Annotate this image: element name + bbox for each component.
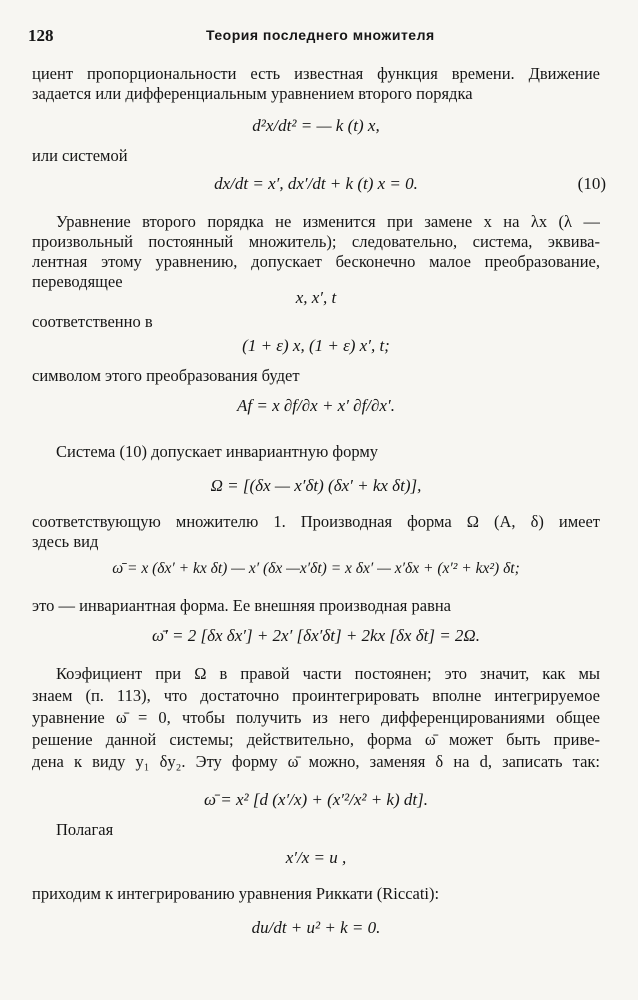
text-line: соответственно в: [32, 312, 153, 331]
equation: Af = x ∂f/∂x + x′ ∂f/∂x′.: [237, 396, 395, 415]
equation: dx/dt = x′, dx′/dt + k (t) x = 0.: [214, 174, 418, 193]
text-line: дена к виду y₁ δy₂. Эту форму ω̄ можно, заменяя δ на d, записать так:: [32, 752, 600, 771]
text-line: Коэфициент при Ω в правой части постоянен; это значит, как мы: [56, 664, 600, 683]
text-line: или системой: [32, 146, 128, 165]
page-number: 128: [28, 26, 54, 45]
equation: Ω = [(δx — x′δt) (δx′ + kx δt)],: [210, 476, 422, 495]
running-title: Теория последнего множителя: [206, 27, 435, 43]
equation: ω̄ = x (δx′ + kx δt) — x′ (δx —x′δt) = x δx′ — x′δx + (x′² + kx²) δt;: [112, 560, 520, 577]
page-header: [28, 22, 610, 48]
equation: (1 + ε) x, (1 + ε) x′, t;: [242, 336, 390, 355]
text-line: Система (10) допускает инвариантную форму: [56, 442, 379, 461]
equation-number: (10): [577, 174, 606, 193]
text-line: символом этого преобразования будет: [32, 366, 300, 385]
equation: x, x′, t: [295, 288, 337, 307]
equation: du/dt + u² + k = 0.: [251, 918, 381, 937]
text-line: лентная этому уравнению, допускает бесконечно малое преобразование,: [32, 252, 600, 271]
equation: ω̄ = x² [d (x′/x) + (x′²/x² + k) dt].: [204, 790, 428, 809]
text-line: переводящее: [32, 272, 123, 291]
text-line: произвольный постоянный множитель); следовательно, система, эквива-: [32, 232, 600, 251]
equation: ω̄′ = 2 [δx δx′] + 2x′ [δx′δt] + 2kx [δx δt] = 2Ω.: [152, 626, 480, 645]
text-line: решение данной системы; действительно, форма ω̄ может быть приве-: [32, 730, 600, 749]
text-line: Уравнение второго порядка не изменится при замене x на λx (λ —: [56, 212, 600, 231]
text-line: приходим к интегрированию уравнения Риккати (Riccati):: [32, 884, 440, 903]
text-line: уравнение ω̄ = 0, чтобы получить из него дифференцированиями общее: [32, 708, 600, 727]
text-line: циент пропорциональности есть известная функция времени. Движение: [32, 64, 600, 83]
text-line: здесь вид: [32, 532, 99, 551]
text-line: Полагая: [56, 820, 114, 839]
text-line: знаем (п. 113), что достаточно проинтегрировать вполне интегрируемое: [32, 686, 600, 705]
equation: d²x/dt² = — k (t) x,: [252, 116, 380, 135]
text-line: задается или дифференциальным уравнением второго порядка: [32, 84, 473, 103]
text-line: соответствующую множителю 1. Производная форма Ω (A, δ) имеет: [32, 512, 600, 531]
text-line: это — инвариантная форма. Ее внешняя производная равна: [32, 596, 452, 615]
equation: x′/x = u ,: [285, 848, 347, 867]
